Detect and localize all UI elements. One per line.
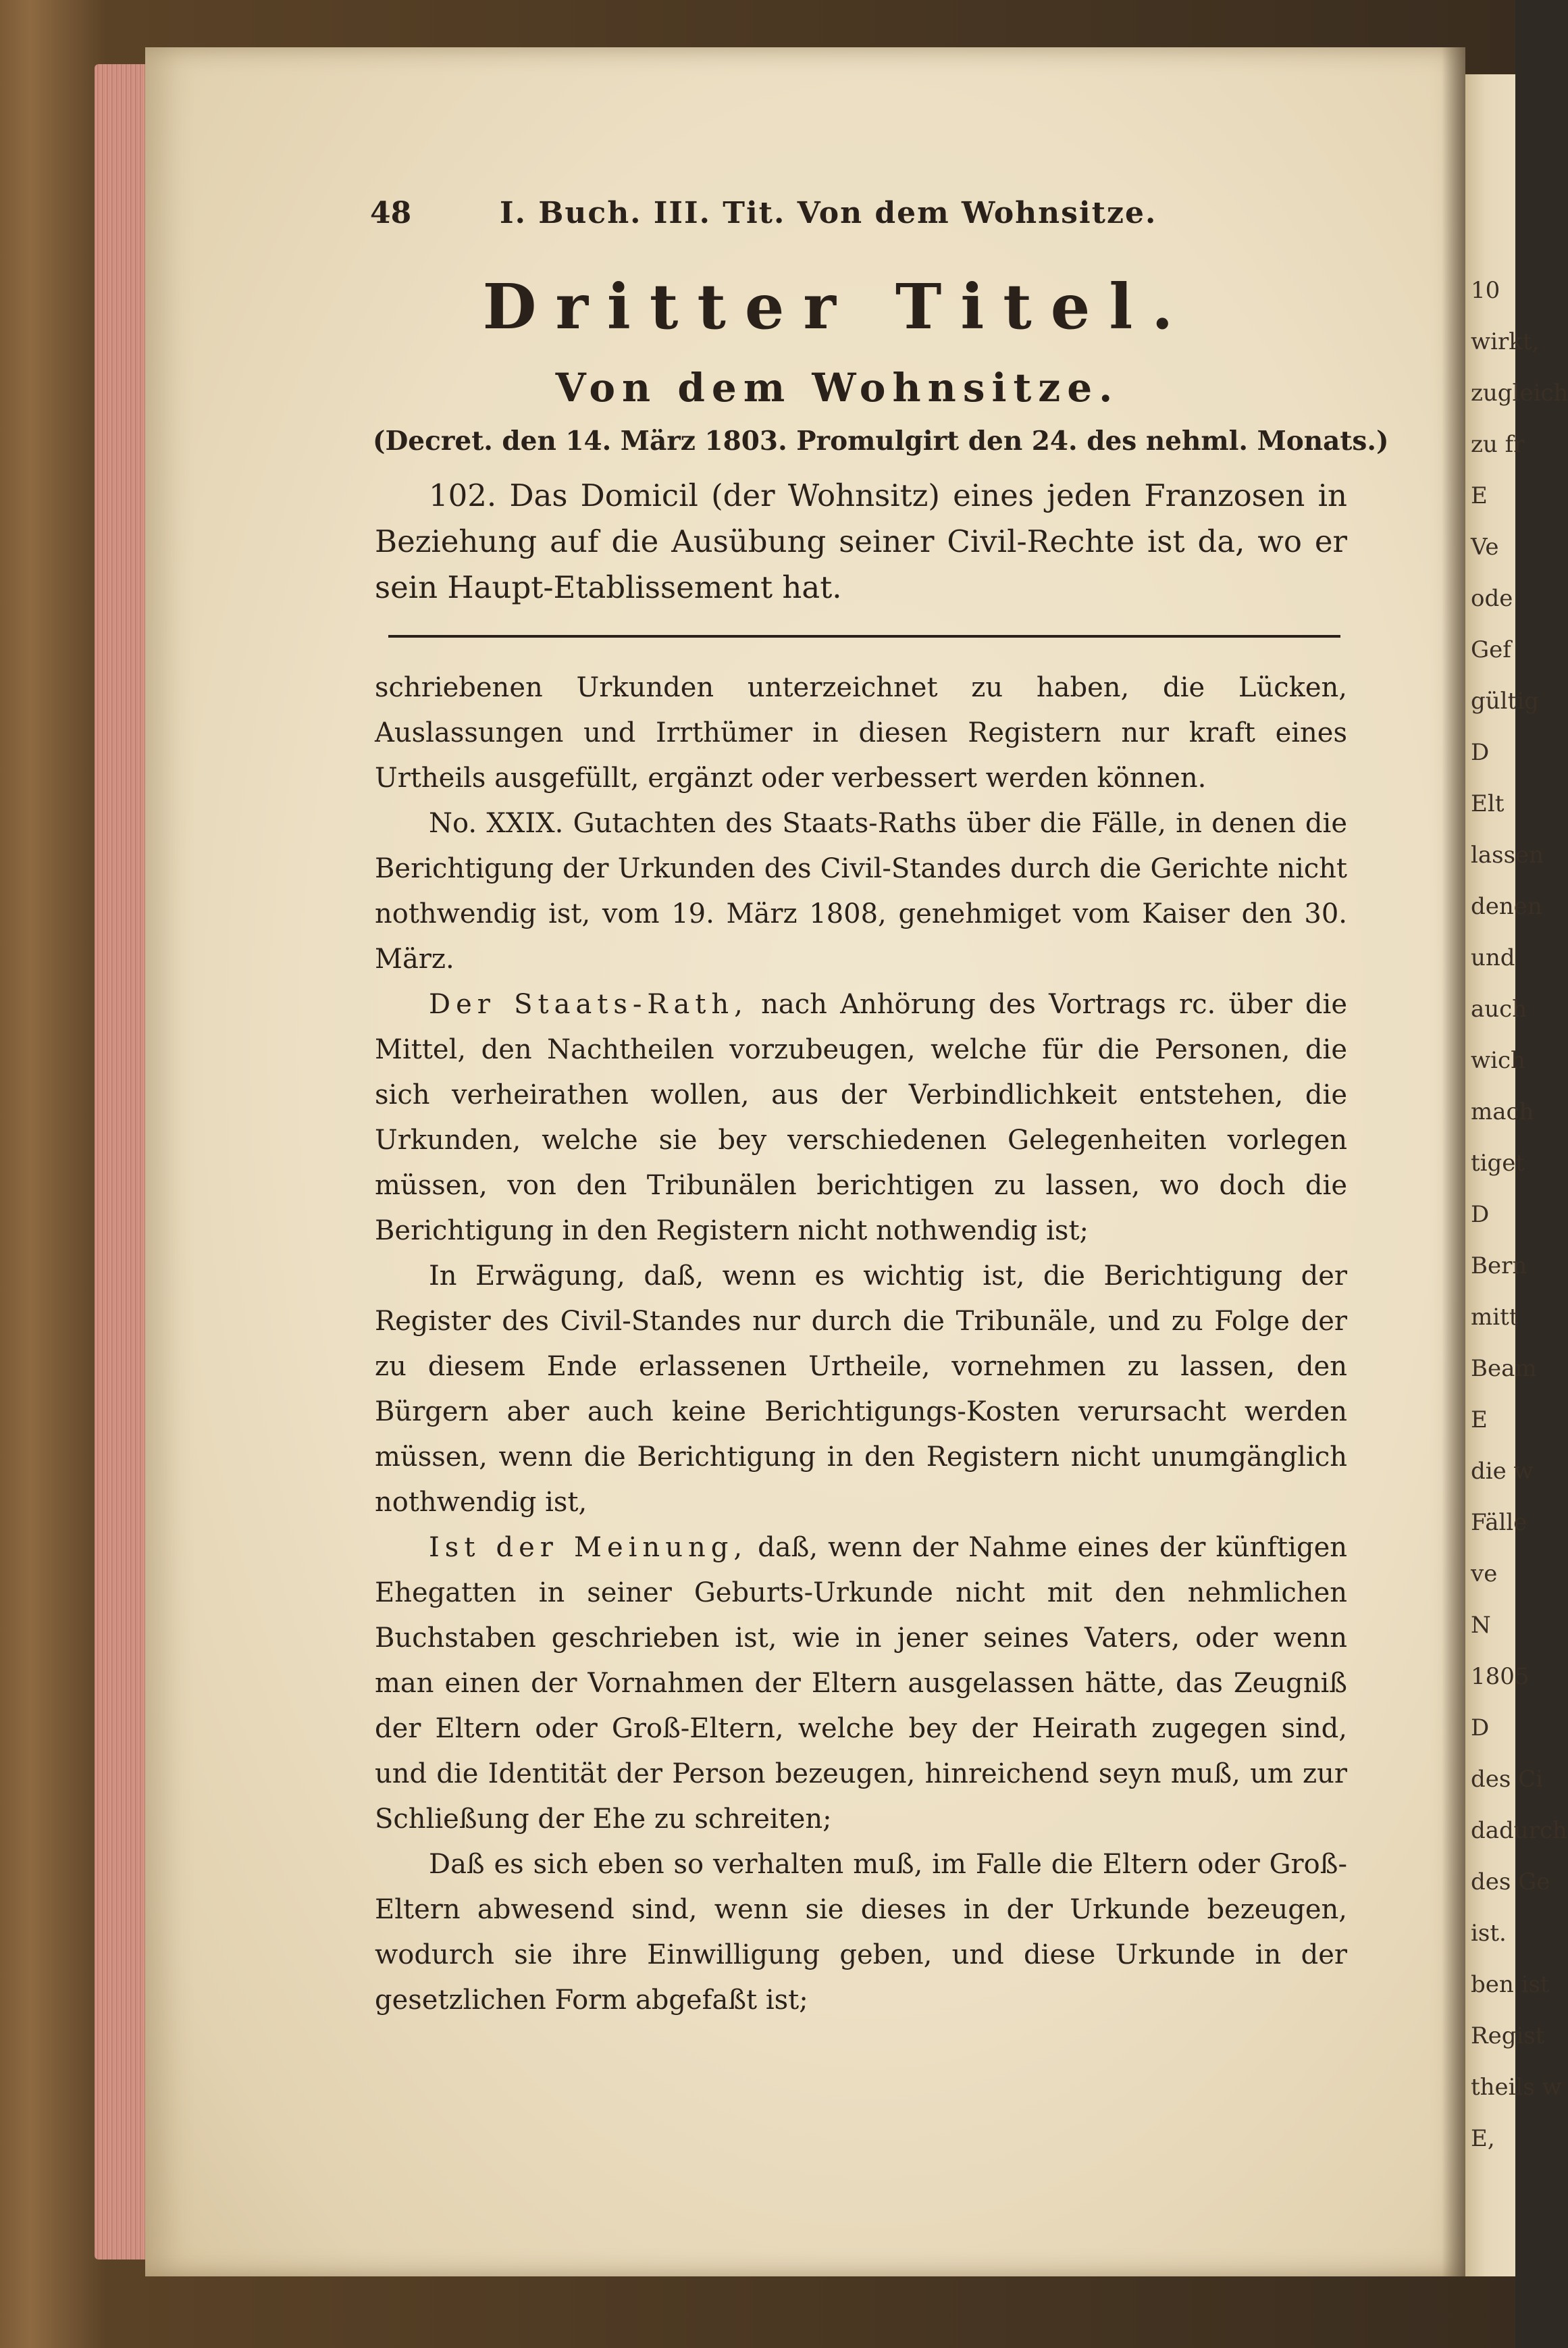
footnote-divider [388, 635, 1340, 638]
facing-page-fragment: ode [1471, 585, 1513, 612]
note-text-3: nach Anhörung des Vortrags rc. über die Mittel, den Nachtheilen vorzubeugen, welche für die Personen, die sich verheirathen wollen, aus der Verbindlichkeit entstehen, die Urkunden, welche sie bey verschiedenen Gelegenheiten vorlegen müssen, von den Tribunälen berichtigen zu lassen, wo doch die Berichtigung in den Registern nicht nothwendig ist; [375, 989, 1348, 1246]
facing-page-fragment: Elt [1471, 790, 1505, 817]
facing-page-fragment: Fälle [1471, 1509, 1527, 1536]
facing-page-fragment: denen [1471, 893, 1542, 920]
facing-page-fragment: D [1471, 739, 1490, 766]
facing-page-fragment: zu fr [1471, 431, 1525, 458]
section-title: Dritter Titel. [482, 270, 1193, 343]
section-subtitle: Von dem Wohnsitze. [555, 365, 1120, 411]
facing-page-fragment: 1805 [1471, 1663, 1530, 1690]
facing-page-fragment: theils w [1471, 2074, 1562, 2101]
article-number: 102. [429, 478, 497, 513]
note-section [375, 665, 1347, 2023]
facing-page-fragment: D [1471, 1201, 1490, 1228]
facing-page-fragment: E, [1471, 2125, 1495, 2152]
facing-page-fragment: auch [1471, 996, 1527, 1023]
note-number: No. XXIX. [429, 808, 564, 839]
facing-page-fragment: D [1471, 1714, 1490, 1741]
facing-page-fragment: Bern [1471, 1252, 1527, 1279]
facing-page-fragment: tiget [1471, 1150, 1525, 1177]
facing-page-fragment: Gef [1471, 636, 1511, 663]
facing-page-fragment: ist. [1471, 1920, 1507, 1947]
page-number: 48 [370, 196, 412, 230]
note-paragraph-2 [375, 801, 1347, 982]
decree-line: (Decret. den 14. März 1803. Promulgirt den 24. des nehml. Monats.) [373, 426, 1389, 457]
facing-page-fragment: ve [1471, 1560, 1498, 1587]
page-gutter-shadow [1442, 47, 1465, 2276]
facing-page-fragment: Ve [1471, 534, 1499, 561]
facing-page-fragment: die w [1471, 1458, 1534, 1485]
article-paragraph [375, 473, 1347, 611]
facing-page-fragment: des Ge [1471, 1868, 1550, 1895]
note-paragraph-3 [375, 982, 1347, 1254]
note-heading-text: Gutachten des Staats-Raths über die Fälle, in denen die Berichtigung der Urkunden des Civil-Standes durch die Gerichte nicht nothwendig ist, vom 19. März 1808, genehmiget vom Kaiser den 30. März. [375, 808, 1347, 975]
article-text: Das Domicil (der Wohnsitz) eines jeden Franzosen in Beziehung auf die Ausübung seiner Civil-Rechte ist da, wo er sein Haupt-Etablissement hat. [375, 478, 1347, 605]
facing-page-fragment: und [1471, 944, 1515, 971]
facing-page-fragment: Regist [1471, 2022, 1545, 2049]
facing-page-fragment: mach [1471, 1098, 1534, 1125]
facing-page-sliver [1465, 74, 1568, 2276]
note-text-5: daß, wenn der Nahme eines der künftigen Ehegatten in seiner Geburts-Urkunde nicht mit den nehmlichen Buchstaben geschrieben ist, wie in jener seines Vaters, oder wenn man einen der Vornahmen der Eltern ausgelassen hätte, das Zeugniß der Eltern oder Groß-Eltern, welche bey der Heirath zugegen sind, und die Identität der Person bezeugen, hinreichend seyn muß, um zur Schließung der Ehe zu schreiten; [375, 1532, 1348, 1835]
facing-page-fragment: zugleich [1471, 380, 1568, 407]
facing-page-fragment: ben ist [1471, 1971, 1550, 1998]
facing-page-fragment: gültig [1471, 688, 1539, 715]
facing-page-fragment: N [1471, 1612, 1491, 1639]
note-paragraph-5 [375, 1525, 1347, 1842]
running-head: I. Buch. III. Tit. Von dem Wohnsitze. [500, 196, 1157, 230]
facing-page-fragment: dadurch [1471, 1817, 1567, 1844]
note-lead-staatsrath: Der Staats-Rath, [429, 989, 748, 1020]
note-paragraph-4: In Erwägung, daß, wenn es wichtig ist, die Berichtigung der Register des Civil-Standes nur durch die Tribunäle, und zu Folge der zu diesem Ende erlassenen Urtheile, vornehmen zu lassen, den Bürgern aber auch keine Berichtigungs-Kosten verursacht werden müssen, wenn die Berichtigung in den Registern nicht unumgänglich nothwendig ist, [375, 1260, 1347, 1518]
facing-page-fragment: 10 [1471, 277, 1500, 304]
facing-page-fragment: wirkt, [1471, 328, 1540, 355]
facing-page-fragment: wich [1471, 1047, 1525, 1074]
note-paragraph-1: schriebenen Urkunden unterzeichnet zu haben, die Lücken, Auslassungen und Irrthümer in diesen Registern nur kraft eines Urtheils ausgefüllt, ergänzt oder verbessert werden können. [375, 672, 1347, 794]
facing-page-fragment: E [1471, 1406, 1488, 1433]
facing-page-fragment: des Ci [1471, 1766, 1544, 1793]
facing-page-fragment: mitt [1471, 1304, 1519, 1331]
note-paragraph-6: Daß es sich eben so verhalten muß, im Falle die Eltern oder Groß-Eltern abwesend sind, wenn sie dieses in der Urkunde bezeugen, wodurch sie ihre Einwilligung geben, und diese Urkunde in der gesetzlichen Form abgefaßt ist; [375, 1849, 1347, 2016]
note-lead-meinung: Ist der Meinung, [429, 1532, 748, 1563]
facing-page-fragment: E [1471, 482, 1488, 509]
facing-page-fragment: Beam [1471, 1355, 1537, 1382]
facing-page-fragment: lassen [1471, 842, 1544, 869]
article-102 [375, 473, 1347, 611]
